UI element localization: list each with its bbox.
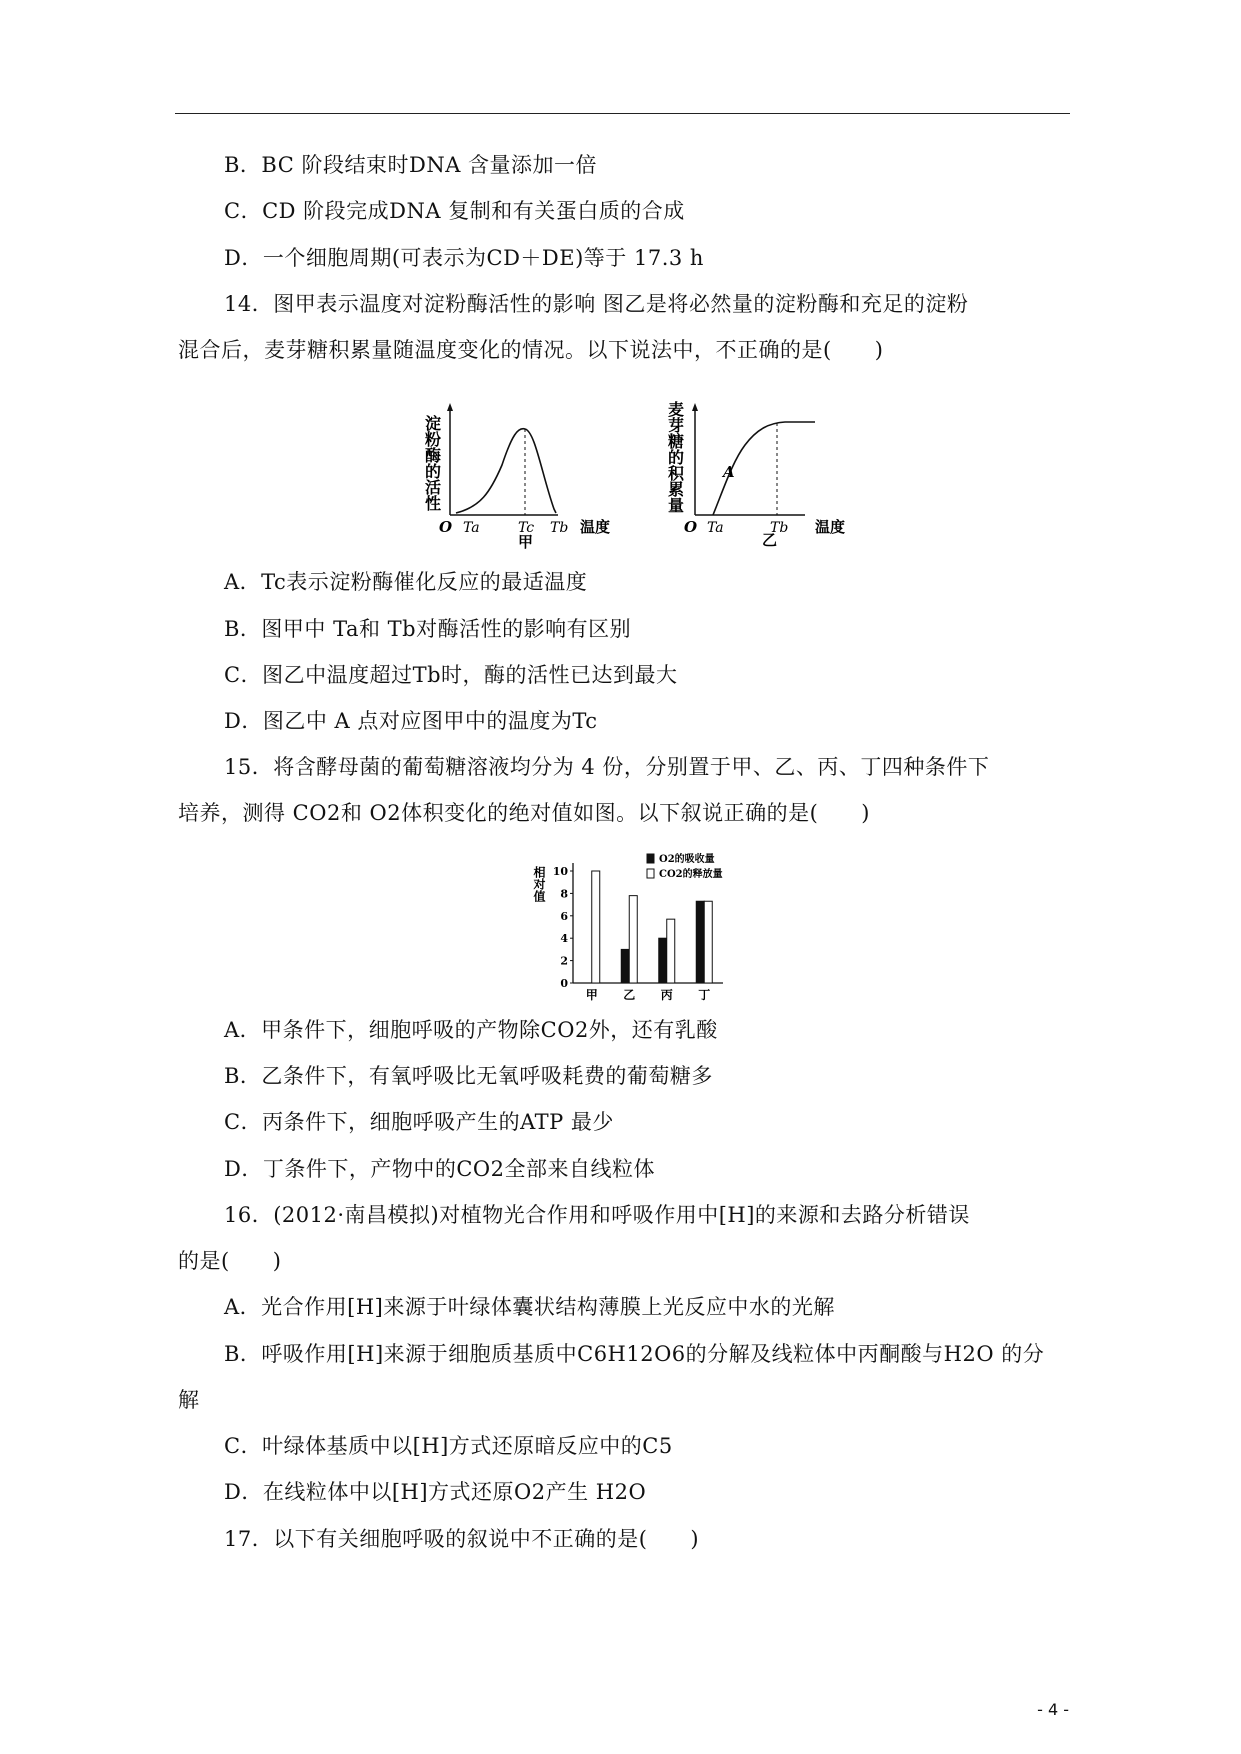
bar — [704, 901, 712, 983]
bar — [592, 871, 600, 983]
bar — [659, 938, 667, 983]
option-line: D．丁条件下，产物中的CO2全部来自线粒体 — [224, 1157, 655, 1181]
enzyme-activity-curve — [456, 429, 556, 513]
bar-chart-ylabel: 相对值 — [532, 866, 546, 902]
option-line: D．在线粒体中以[H]方式还原O2产生 H2O — [224, 1480, 647, 1504]
option-line: C．CD 阶段完成DNA 复制和有关蛋白质的合成 — [224, 199, 685, 223]
y-tick-label: 2 — [560, 954, 568, 968]
option-line-cont: 解 — [178, 1388, 200, 1412]
figure-jia — [420, 395, 635, 551]
fig-yi-ylabel: 麦芽糖的积累量 — [665, 401, 685, 513]
fig-yi-tick-ta: Ta — [707, 520, 724, 536]
fig-jia-tick-tb: Tb — [550, 520, 569, 536]
fig-yi-xlabel: 温度 — [815, 518, 846, 536]
y-tick-label: 6 — [560, 909, 568, 923]
fig-yi-caption: 乙 — [762, 531, 778, 549]
legend-swatch — [647, 869, 654, 878]
legend-swatch — [647, 854, 654, 863]
fig-jia-caption: 甲 — [518, 533, 534, 551]
fig-yi-tick-tb: Tb — [770, 520, 789, 536]
bar-chart — [532, 848, 765, 1008]
y-tick-label: 0 — [560, 977, 568, 990]
question-14-stem: 14．图甲表示温度对淀粉酶活性的影响 图乙是将必然量的淀粉酶和充足的淀粉 — [224, 292, 969, 316]
bar — [696, 901, 704, 983]
question-16-stem: 16．(2012·南昌模拟)对植物光合作用和呼吸作用中[H]的来源和去路分析错误 — [224, 1203, 970, 1227]
x-tick-label: 甲 — [585, 988, 598, 1002]
option-line: C．丙条件下，细胞呼吸产生的ATP 最少 — [224, 1110, 614, 1134]
fig-jia-tick-tc: Tc — [518, 520, 535, 536]
fig-jia-ylabel: 淀粉酶的活性 — [422, 415, 442, 511]
header-rule — [175, 113, 1070, 114]
option-line: D．图乙中 A 点对应图甲中的温度为Tc — [224, 709, 598, 733]
fig-jia-origin: O — [439, 518, 453, 536]
y-tick-label: 10 — [552, 865, 568, 878]
x-tick-label: 乙 — [623, 988, 636, 1002]
bar — [621, 949, 629, 983]
option-line: D．一个细胞周期(可表示为CD＋DE)等于 17.3 h — [224, 246, 704, 270]
figure-yi — [665, 385, 875, 549]
legend-label: CO2的释放量 — [659, 869, 723, 880]
option-line: B．乙条件下，有氧呼吸比无氧呼吸耗费的葡萄糖多 — [224, 1064, 713, 1088]
bar — [629, 896, 637, 983]
option-line: C．叶绿体基质中以[H]方式还原暗反应中的C5 — [224, 1434, 673, 1458]
option-line: B．图甲中 Ta和 Tb对酶活性的影响有区别 — [224, 617, 632, 641]
fig-yi-origin: O — [684, 518, 698, 536]
question-15-stem-cont: 培养，测得 CO2和 O2体积变化的绝对值如图。以下叙说正确的是( ) — [178, 801, 870, 825]
fig-yi-point-a: A — [723, 463, 735, 481]
fig-jia-tick-ta: Ta — [463, 520, 480, 536]
option-line: A．甲条件下，细胞呼吸的产物除CO2外，还有乳酸 — [224, 1018, 718, 1042]
page-number: - 4 - — [1037, 1700, 1069, 1719]
question-16-stem-cont: 的是( ) — [178, 1249, 282, 1273]
option-line: C．图乙中温度超过Tb时，酶的活性已达到最大 — [224, 663, 678, 687]
option-line: B．BC 阶段结束时DNA 含量添加一倍 — [224, 153, 598, 177]
legend-label: O2的吸收量 — [659, 854, 715, 865]
option-line: A．Tc表示淀粉酶催化反应的最适温度 — [224, 570, 588, 594]
question-17-stem: 17．以下有关细胞呼吸的叙说中不正确的是( ) — [224, 1527, 700, 1551]
y-tick-label: 4 — [560, 932, 568, 946]
y-tick-label: 8 — [560, 887, 568, 901]
question-14-stem-cont: 混合后，麦芽糖积累量随温度变化的情况。以下说法中，不正确的是( ) — [178, 338, 884, 362]
question-15-stem: 15．将含酵母菌的葡萄糖溶液均分为 4 份，分别置于甲、乙、丙、丁四种条件下 — [224, 755, 990, 779]
bar — [667, 919, 675, 983]
option-line: B．呼吸作用[H]来源于细胞质基质中C6H12O6的分解及线粒体中丙酮酸与H2O 的分 — [224, 1342, 1045, 1366]
fig-jia-xlabel: 温度 — [580, 518, 611, 536]
x-tick-label: 丁 — [698, 988, 711, 1002]
x-tick-label: 丙 — [660, 988, 673, 1002]
option-line: A．光合作用[H]来源于叶绿体囊状结构薄膜上光反应中水的光解 — [224, 1295, 835, 1319]
